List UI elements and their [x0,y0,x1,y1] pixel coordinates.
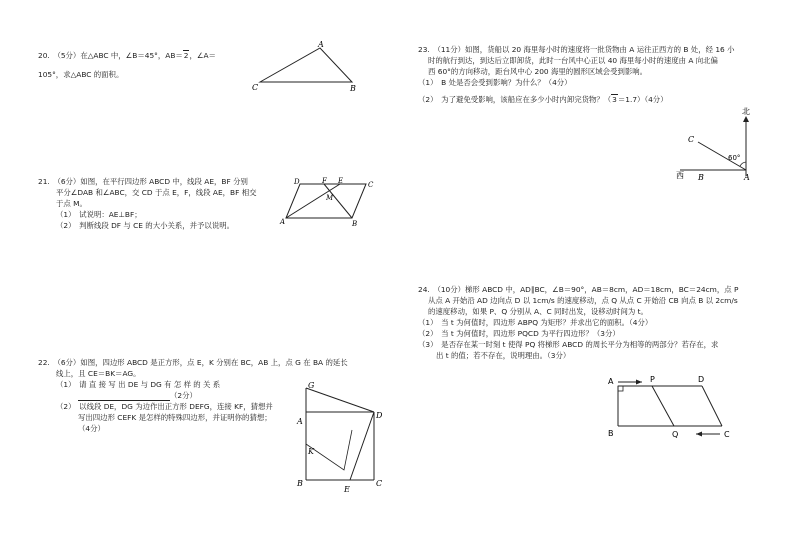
q22-part-2: （2） 以线段 DE，DG 为边作出正方形 DEFG，连接 KF，猜想并 [56,402,273,411]
q21-line-1: 21. （6分）如图，在平行四边形 ABCD 中，线段 AE，BF 分别 [38,177,248,186]
q21-label-a: A [280,218,286,226]
q24-label-p: P [650,375,655,384]
q21-parallelogram-figure [282,176,382,236]
q23-compass-figure [676,107,776,187]
q23-label-b: B [698,173,704,182]
q24-line-1: 24. （10分）梯形 ABCD 中，AD∥BC，∠B＝90°，AB＝8cm，AD＝18cm，BC＝24cm，点 P [418,285,739,294]
q21-part-1: （1） 试说明：AE⊥BF； [56,210,142,219]
q23-line-1: 23. （11分）如图，货船以 20 海里每小时的速度将一批货物由 A 运往正西方的 B 处，经 16 小 [418,45,735,54]
q23-label-west: 西 [676,171,684,180]
q24-label-a: A [608,377,614,386]
q24-label-d: D [698,375,705,384]
answer-blank[interactable] [78,392,170,401]
q24-trapezoid-figure [604,374,754,444]
q23-label-north: 北 [742,107,750,116]
q20-label-b: B [350,84,356,93]
q22-label-e: E [344,485,350,494]
question-24 [418,284,778,361]
q23-label-a: A [744,173,750,182]
q24-line-2: 从点 A 开始沿 AD 边向点 D 以 1cm/s 的速度移动，点 Q 从点 C 开始沿 CB 向点 B 以 2cm/s [428,296,738,305]
q21-label-m: M [326,194,334,202]
q21-part-2: （2） 判断线段 DF 与 CE 的大小关系，并予以说明。 [56,221,234,230]
q24-label-b: B [608,429,614,438]
q22-part-1: （1） 请 直 接 写 出 DE 与 DG 有 怎 样 的 关 系 [56,380,221,389]
q23-line-2: 时的航行到达，到达后立即卸货，此时一台风中心正以 40 海里每小时的速度由 A 向北偏 [428,56,718,65]
q24-part-2: （2） 当 t 为何值时，四边形 PQCD 为平行四边形？（3分） [418,329,620,338]
q22-square-figure [294,382,394,502]
q23-label-angle: 60° [728,154,741,162]
q23-label-c: C [688,135,695,144]
q20-label-c: C [252,83,259,92]
q22-line-2: 线上，且 CE＝BK＝AG。 [56,369,141,378]
q24-line-3: 的速度移动，如果 P、Q 分别从 A、C 同时出发，设移动时间为 t。 [428,307,648,316]
q22-label-b: B [297,479,303,488]
q21-line-3: 于点 M。 [56,199,87,208]
q21-label-e: E [338,177,344,185]
q21-label-d: D [294,178,300,186]
q22-label-a: A [297,417,303,426]
question-23 [418,44,778,105]
q24-label-q: Q [672,430,679,439]
q20-label-a: A [318,40,324,49]
q22-label-g: G [308,381,315,390]
q22-part-2-score: （4分） [78,424,105,433]
q21-label-f: F [322,177,327,185]
q21-label-c: C [368,181,374,189]
q24-label-c: C [724,430,730,439]
q20-line-2: 105°，求△ABC 的面积。 [38,70,124,79]
q24-part-3: （3） 是否存在某一时刻 t 使得 PQ 将梯形 ABCD 的周长平分为相等的两部分？若存在，求 [418,340,719,349]
q22-label-d: D [376,411,383,420]
q20-line-1: 20. （5分）在△ABC 中，∠B＝45°，AB＝2，∠A＝ [38,51,216,60]
sqrt-two: 2 [183,51,189,60]
q23-line-3: 西 60°的方向移动，距台风中心 200 海里的圆形区域会受到影响。 [428,67,648,76]
q22-line-1: 22. （6分）如图，四边形 ABCD 是正方形，点 E，K 分别在 BC，AB 上，点 G 在 BA 的延长 [38,358,348,367]
q22-part-1-blank: （2分） [38,390,398,401]
q20-triangle-figure [252,40,372,100]
q21-line-2: 平分∠DAB 和∠ABC，交 CD 于点 E，F，线段 AE，BF 相交 [56,188,257,197]
q24-part-1: （1） 当 t 为何值时，四边形 ABPQ 为矩形？并求出它的面积。（4分） [418,318,653,327]
question-20 [38,50,258,80]
q23-part-1: （1） B 处是否会受到影响？为什么？（4分） [418,78,572,87]
q22-label-c: C [376,479,383,488]
q24-part-3-cont: 出 t 的值；若不存在，说明理由。（3分） [436,351,571,360]
sqrt-three: 3 [612,95,617,104]
q22-label-k: K [308,447,314,456]
q21-label-b: B [352,220,358,228]
q22-part-2-cont: 写出四边形 CEFK 是怎样的特殊四边形，并证明你的猜想； [78,413,272,422]
q23-part-2: （2） 为了避免受影响，该船应在多少小时内卸完货物？（3＝1.7）（4分） [418,95,668,104]
